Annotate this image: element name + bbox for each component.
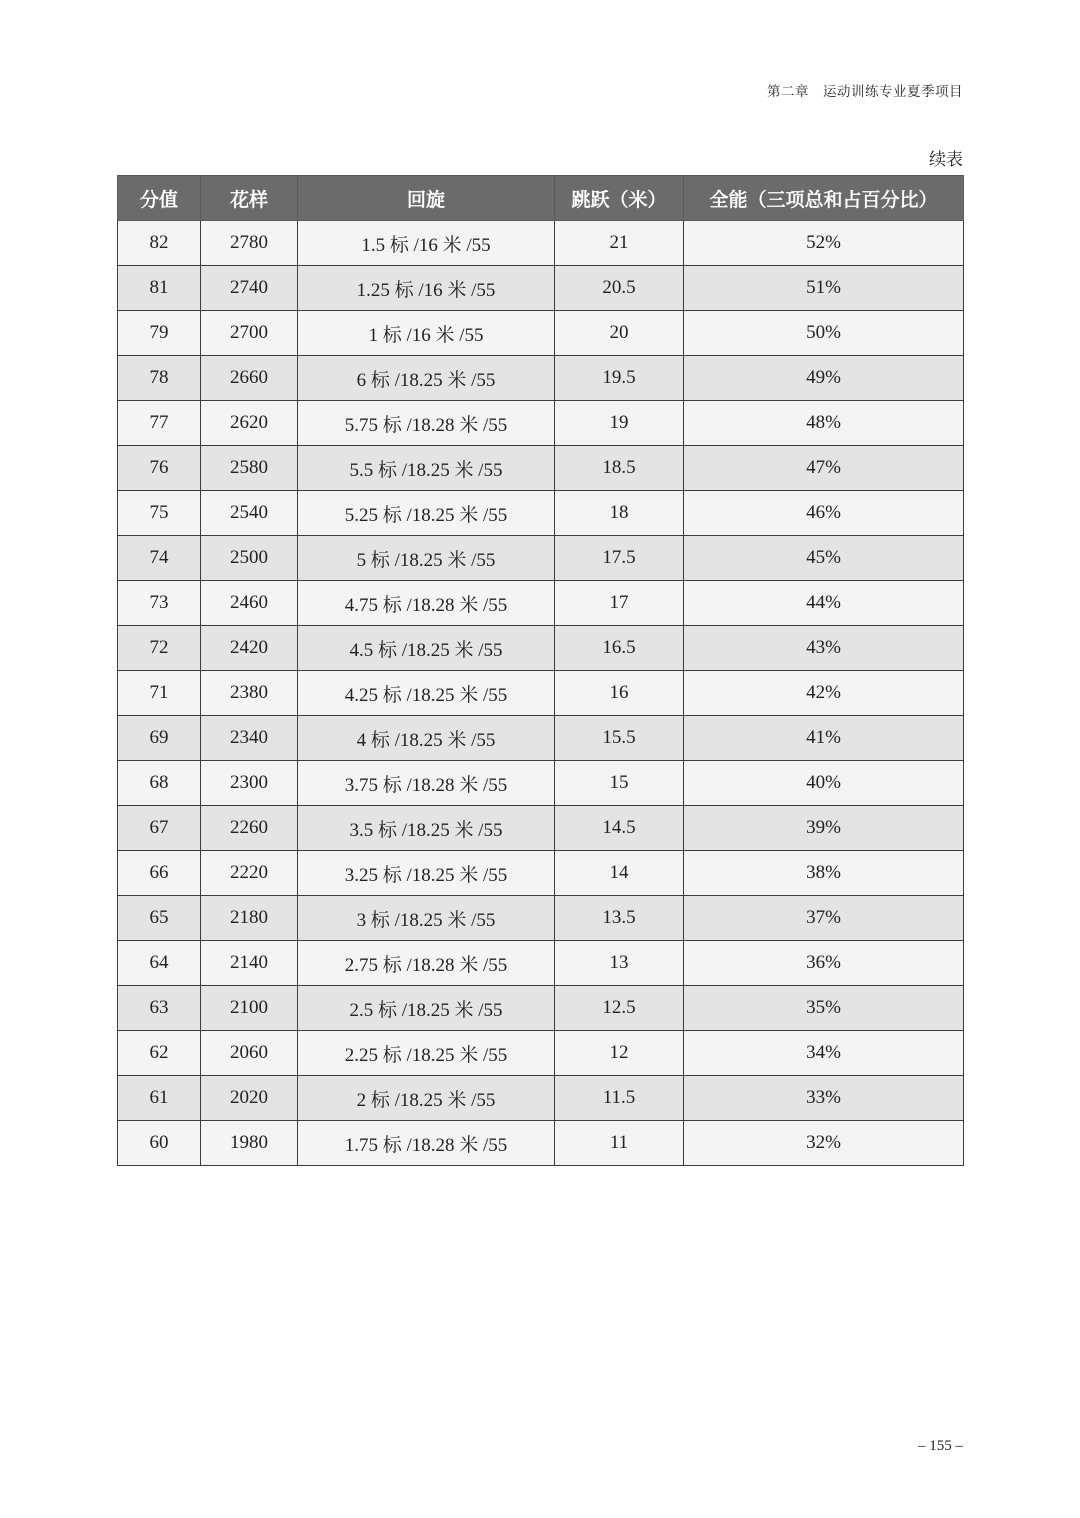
- cell-freestyle: 2540: [201, 491, 298, 536]
- cell-slalom: 3 标 /18.25 米 /55: [298, 896, 555, 941]
- running-header: 第二章 运动训练专业夏季项目: [767, 84, 963, 100]
- cell-slalom: 2.5 标 /18.25 米 /55: [298, 986, 555, 1031]
- cell-slalom: 4.75 标 /18.28 米 /55: [298, 581, 555, 626]
- cell-freestyle: 2260: [201, 806, 298, 851]
- cell-slalom: 5.5 标 /18.25 米 /55: [298, 446, 555, 491]
- cell-freestyle: 2180: [201, 896, 298, 941]
- cell-score: 71: [118, 671, 201, 716]
- cell-score: 67: [118, 806, 201, 851]
- cell-slalom: 1.5 标 /16 米 /55: [298, 221, 555, 266]
- cell-freestyle: 2420: [201, 626, 298, 671]
- cell-jump: 20.5: [555, 266, 684, 311]
- cell-score: 64: [118, 941, 201, 986]
- cell-score: 77: [118, 401, 201, 446]
- cell-jump: 12: [555, 1031, 684, 1076]
- cell-slalom: 3.25 标 /18.25 米 /55: [298, 851, 555, 896]
- cell-freestyle: 2740: [201, 266, 298, 311]
- table-row: [118, 716, 964, 761]
- cell-slalom: 4.5 标 /18.25 米 /55: [298, 626, 555, 671]
- cell-slalom: 5.75 标 /18.28 米 /55: [298, 401, 555, 446]
- table-row: [118, 896, 964, 941]
- table-row: [118, 266, 964, 311]
- table-row: [118, 1121, 964, 1166]
- cell-jump: 11.5: [555, 1076, 684, 1121]
- table-row: [118, 1031, 964, 1076]
- cell-jump: 21: [555, 221, 684, 266]
- cell-score: 66: [118, 851, 201, 896]
- cell-overall: 35%: [684, 986, 964, 1031]
- cell-slalom: 3.5 标 /18.25 米 /55: [298, 806, 555, 851]
- cell-jump: 11: [555, 1121, 684, 1166]
- cell-slalom: 5.25 标 /18.25 米 /55: [298, 491, 555, 536]
- cell-jump: 17.5: [555, 536, 684, 581]
- cell-freestyle: 2780: [201, 221, 298, 266]
- cell-jump: 19: [555, 401, 684, 446]
- column-header-jump: 跳跃（米）: [555, 176, 684, 221]
- column-header-score: 分值: [118, 176, 201, 221]
- cell-freestyle: 2300: [201, 761, 298, 806]
- cell-overall: 37%: [684, 896, 964, 941]
- cell-slalom: 4 标 /18.25 米 /55: [298, 716, 555, 761]
- cell-overall: 44%: [684, 581, 964, 626]
- cell-freestyle: 1980: [201, 1121, 298, 1166]
- cell-slalom: 3.75 标 /18.28 米 /55: [298, 761, 555, 806]
- cell-jump: 14.5: [555, 806, 684, 851]
- table-row: [118, 356, 964, 401]
- cell-freestyle: 2140: [201, 941, 298, 986]
- cell-score: 81: [118, 266, 201, 311]
- cell-freestyle: 2100: [201, 986, 298, 1031]
- cell-score: 82: [118, 221, 201, 266]
- cell-score: 69: [118, 716, 201, 761]
- score-table: [117, 175, 964, 1166]
- cell-score: 72: [118, 626, 201, 671]
- table-row: [118, 941, 964, 986]
- cell-score: 78: [118, 356, 201, 401]
- cell-overall: 36%: [684, 941, 964, 986]
- column-header-overall: 全能（三项总和占百分比）: [684, 176, 964, 221]
- cell-score: 79: [118, 311, 201, 356]
- cell-jump: 16.5: [555, 626, 684, 671]
- cell-jump: 20: [555, 311, 684, 356]
- cell-jump: 19.5: [555, 356, 684, 401]
- cell-overall: 40%: [684, 761, 964, 806]
- cell-jump: 17: [555, 581, 684, 626]
- cell-jump: 16: [555, 671, 684, 716]
- cell-slalom: 2.25 标 /18.25 米 /55: [298, 1031, 555, 1076]
- page-number: – 155 –: [918, 1438, 963, 1454]
- cell-jump: 14: [555, 851, 684, 896]
- cell-score: 63: [118, 986, 201, 1031]
- table-row: [118, 536, 964, 581]
- table-body: [118, 221, 964, 1166]
- cell-freestyle: 2620: [201, 401, 298, 446]
- cell-freestyle: 2220: [201, 851, 298, 896]
- table-continued-label: 续表: [929, 150, 963, 170]
- cell-overall: 43%: [684, 626, 964, 671]
- cell-jump: 13.5: [555, 896, 684, 941]
- table-row: [118, 311, 964, 356]
- cell-freestyle: 2500: [201, 536, 298, 581]
- cell-slalom: 2.75 标 /18.28 米 /55: [298, 941, 555, 986]
- cell-overall: 38%: [684, 851, 964, 896]
- cell-freestyle: 2020: [201, 1076, 298, 1121]
- cell-freestyle: 2380: [201, 671, 298, 716]
- cell-overall: 51%: [684, 266, 964, 311]
- cell-jump: 15.5: [555, 716, 684, 761]
- cell-jump: 18.5: [555, 446, 684, 491]
- cell-jump: 13: [555, 941, 684, 986]
- cell-score: 75: [118, 491, 201, 536]
- cell-overall: 34%: [684, 1031, 964, 1076]
- table-row: [118, 851, 964, 896]
- cell-slalom: 4.25 标 /18.25 米 /55: [298, 671, 555, 716]
- cell-overall: 45%: [684, 536, 964, 581]
- cell-slalom: 1.25 标 /16 米 /55: [298, 266, 555, 311]
- table-row: [118, 986, 964, 1031]
- cell-freestyle: 2700: [201, 311, 298, 356]
- cell-freestyle: 2660: [201, 356, 298, 401]
- table-row: [118, 446, 964, 491]
- cell-overall: 39%: [684, 806, 964, 851]
- cell-slalom: 1 标 /16 米 /55: [298, 311, 555, 356]
- table-row: [118, 761, 964, 806]
- cell-score: 76: [118, 446, 201, 491]
- cell-overall: 42%: [684, 671, 964, 716]
- cell-freestyle: 2060: [201, 1031, 298, 1076]
- column-header-freestyle: 花样: [201, 176, 298, 221]
- cell-overall: 49%: [684, 356, 964, 401]
- cell-overall: 50%: [684, 311, 964, 356]
- cell-overall: 46%: [684, 491, 964, 536]
- table-row: [118, 626, 964, 671]
- cell-freestyle: 2460: [201, 581, 298, 626]
- cell-overall: 48%: [684, 401, 964, 446]
- table-row: [118, 401, 964, 446]
- table-row: [118, 1076, 964, 1121]
- cell-slalom: 5 标 /18.25 米 /55: [298, 536, 555, 581]
- table-row: [118, 221, 964, 266]
- cell-score: 73: [118, 581, 201, 626]
- cell-freestyle: 2340: [201, 716, 298, 761]
- table-header: [118, 176, 964, 221]
- cell-slalom: 6 标 /18.25 米 /55: [298, 356, 555, 401]
- cell-freestyle: 2580: [201, 446, 298, 491]
- table-row: [118, 491, 964, 536]
- table-row: [118, 581, 964, 626]
- cell-jump: 18: [555, 491, 684, 536]
- cell-score: 65: [118, 896, 201, 941]
- cell-score: 60: [118, 1121, 201, 1166]
- cell-score: 61: [118, 1076, 201, 1121]
- cell-overall: 33%: [684, 1076, 964, 1121]
- cell-jump: 12.5: [555, 986, 684, 1031]
- column-header-slalom: 回旋: [298, 176, 555, 221]
- cell-score: 68: [118, 761, 201, 806]
- table-row: [118, 671, 964, 716]
- table-row: [118, 806, 964, 851]
- header-row: [118, 176, 964, 221]
- cell-overall: 41%: [684, 716, 964, 761]
- cell-slalom: 2 标 /18.25 米 /55: [298, 1076, 555, 1121]
- cell-overall: 47%: [684, 446, 964, 491]
- cell-overall: 52%: [684, 221, 964, 266]
- cell-slalom: 1.75 标 /18.28 米 /55: [298, 1121, 555, 1166]
- cell-overall: 32%: [684, 1121, 964, 1166]
- cell-score: 74: [118, 536, 201, 581]
- cell-jump: 15: [555, 761, 684, 806]
- cell-score: 62: [118, 1031, 201, 1076]
